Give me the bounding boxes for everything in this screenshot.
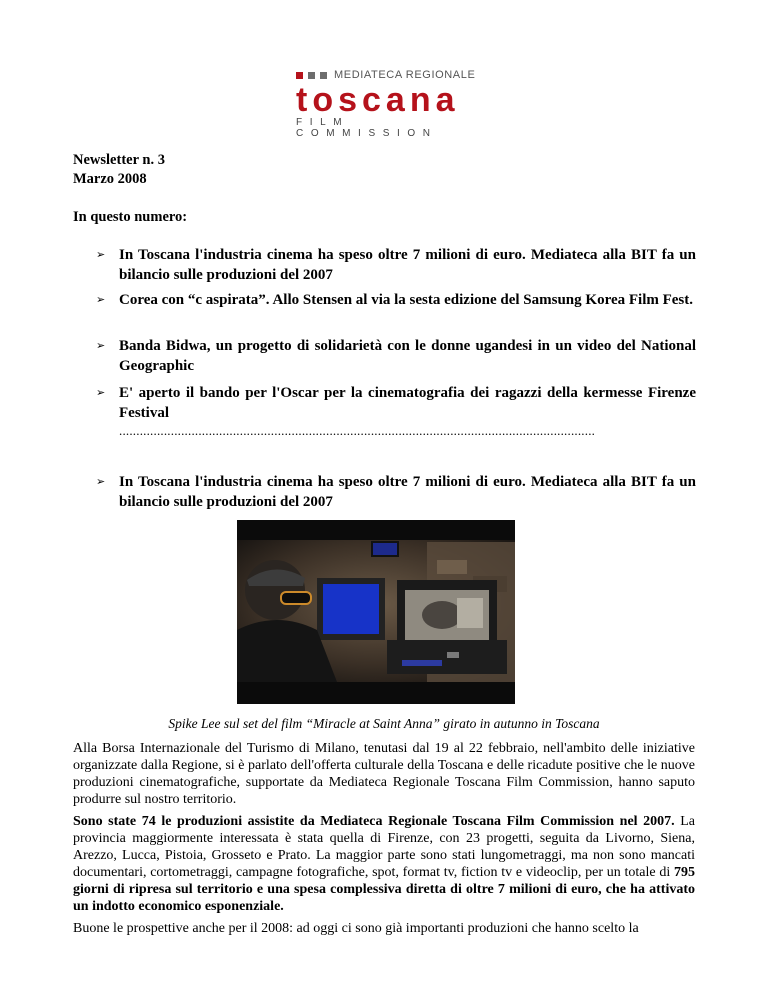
article-paragraph-3: Buone le prospettive anche per il 2008: ad oggi ci sono già importanti produzioni che hanno scelto la bbox=[73, 921, 639, 936]
issue-item-3 bbox=[96, 336, 696, 376]
arrow-bullet-icon: ➢ bbox=[96, 249, 106, 261]
issue-item-text: Corea con “c aspirata”. Allo Stensen al via la sesta edizione del Samsung Korea Film Fest. bbox=[119, 292, 694, 308]
issue-item-text: In Toscana l'industria cinema ha speso oltre 7 milioni di euro. Mediateca alla BIT fa un bilancio sulle produzioni del 2007 bbox=[119, 474, 696, 510]
logo-top-row bbox=[296, 68, 476, 82]
arrow-bullet-icon: ➢ bbox=[96, 340, 106, 352]
film-set-photo bbox=[237, 520, 515, 704]
newsletter-number: Newsletter n. 3 bbox=[73, 152, 165, 168]
arrow-bullet-icon: ➢ bbox=[96, 387, 106, 399]
issue-item-2 bbox=[96, 290, 696, 310]
in-this-issue-heading: In questo numero: bbox=[73, 209, 188, 225]
issue-item-text: In Toscana l'industria cinema ha speso oltre 7 milioni di euro. Mediateca alla BIT fa un bilancio sulle produzioni del 2007 bbox=[119, 247, 696, 283]
arrow-bullet-icon: ➢ bbox=[96, 476, 106, 488]
issue-item-1 bbox=[96, 245, 696, 285]
logo-film-commission-text: FILM COMMISSION bbox=[296, 117, 438, 139]
article-paragraph-1: Alla Borsa Internazionale del Turismo di Milano, tenutasi dal 19 al 22 febbraio, nell'ambito delle iniziative organizzate dalla Regione, si è parlato dell'offerta culturale della Toscana e delle ricadute positive che le nuove produzioni cinematografiche, supportate da Mediateca Regionale Toscana Film Commission, hanno saputo produrre sul nostro territorio. bbox=[73, 741, 695, 807]
film-set-illustration bbox=[237, 520, 515, 704]
logo-red-square bbox=[296, 72, 303, 79]
logo-grey-square-2 bbox=[320, 72, 327, 79]
mediateca-logo bbox=[296, 68, 476, 139]
logo-mediateca-text: MEDIATECA REGIONALE bbox=[334, 69, 476, 81]
article-p2-text: La provincia maggiormente interessata è stata quella di Firenze, con 23 progetti, seguita da Livorno, Siena, Arezzo, Lucca, Pistoia, Grosseto e Prato. La maggior parte sono stati lungometraggi, ma non sono mancati documentari, cortometraggi, campagne fotografiche, spot, format tv, fiction tv e videoclip, per un totale di bbox=[73, 814, 695, 880]
arrow-bullet-icon: ➢ bbox=[96, 294, 106, 306]
issue-item-4 bbox=[96, 383, 696, 439]
logo-grey-square-1 bbox=[308, 72, 315, 79]
photo-caption: Spike Lee sul set del film “Miracle at Saint Anna” girato in autunno in Toscana bbox=[168, 716, 600, 731]
newsletter-date: Marzo 2008 bbox=[73, 171, 147, 187]
article-paragraph-2 bbox=[73, 813, 695, 915]
issue-item-text: E' aperto il bando per l'Oscar per la cinematografia dei ragazzi della kermesse Firenze Festival bbox=[119, 385, 696, 421]
separator-dots: .......................................................................................................................................... bbox=[119, 423, 596, 438]
article-p2-bold-tail: 795 giorni di ripresa sul territorio e una spesa complessiva diretta di oltre 7 milioni di euro, che ha attivato un indotto economico esponenziale. bbox=[73, 865, 695, 914]
issue-item-5 bbox=[96, 472, 696, 512]
issue-item-text: Banda Bidwa, un progetto di solidarietà con le donne ugandesi in un video del National Geographic bbox=[119, 338, 696, 374]
logo-toscana-text: toscana bbox=[296, 81, 460, 119]
article-p2-bold-lead: Sono state 74 le produzioni assistite da Mediateca Regionale Toscana Film Commission nel 2007. bbox=[73, 814, 675, 829]
